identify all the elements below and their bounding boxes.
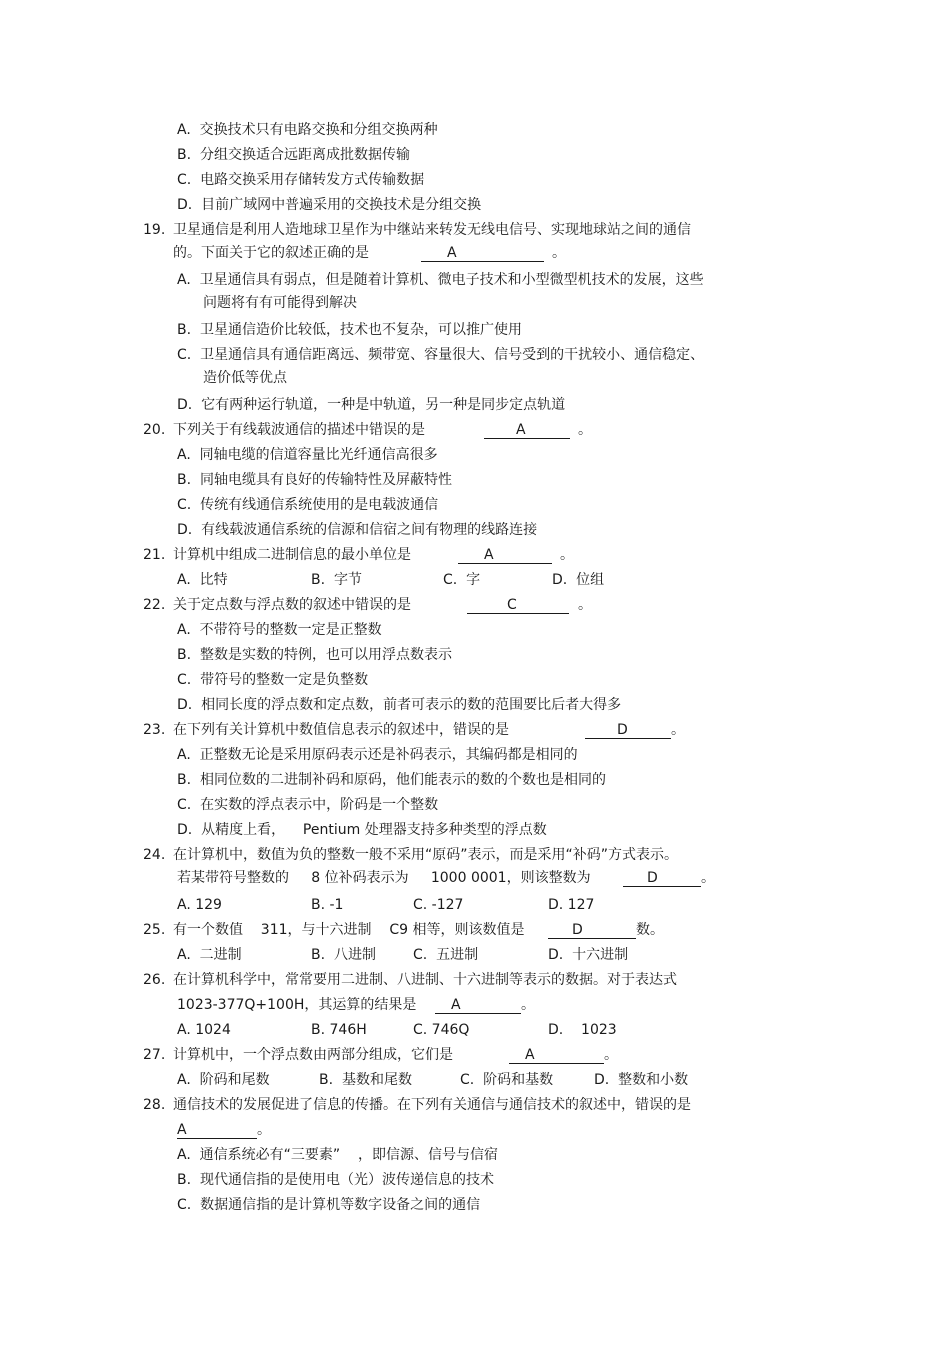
q18-option-d: D. 目前广域网中普遍采用的交换技术是分组交换 (177, 197, 482, 213)
q18-option-a: A. 交换技术只有电路交换和分组交换两种 (177, 122, 438, 138)
q22-end: 。 (578, 597, 592, 613)
q20-option-b: B. 同轴电缆具有良好的传输特性及屏蔽特性 (177, 472, 452, 488)
q22-number: 22. (143, 597, 166, 613)
q22-answer-blank (467, 595, 569, 614)
q21-answer-blank (458, 545, 552, 564)
q23-option-c: C. 在实数的浮点表示中，阶码是一个整数 (177, 797, 439, 813)
q25-answer: D (572, 922, 583, 938)
q27-end: 。 (604, 1047, 618, 1063)
q23-end: 。 (671, 722, 685, 738)
q24-option-d: D. 127 (548, 897, 595, 913)
q19-option-c-line2: 造价低等优点 (203, 370, 287, 386)
q21-answer: A (484, 547, 494, 563)
q26-option-b: B. 746H (311, 1022, 367, 1038)
q21-number: 21. (143, 547, 166, 563)
q25-answer-blank (548, 920, 636, 939)
q21-option-c: C. 字 (443, 572, 481, 588)
q24-answer: D (647, 870, 658, 886)
q26-option-a: A. 1024 (177, 1022, 231, 1038)
q22-option-c: C. 带符号的整数一定是负整数 (177, 672, 369, 688)
q23-option-a: A. 正整数无论是采用原码表示还是补码表示，其编码都是相同的 (177, 747, 578, 763)
q19-answer: A (447, 245, 457, 261)
q26-answer: A (451, 997, 461, 1013)
q23-number: 23. (143, 722, 166, 738)
q21-end: 。 (560, 547, 574, 563)
q24-number: 24. (143, 847, 166, 863)
q23-answer: D (617, 722, 628, 738)
q18-option-c: C. 电路交换采用存储转发方式传输数据 (177, 172, 425, 188)
q20-end: 。 (578, 422, 592, 438)
q24-answer-blank (623, 868, 701, 887)
q23-answer-blank (585, 720, 671, 739)
q19-option-c-line1: C. 卫星通信具有通信距离远、频带宽、容量很大、信号受到的干扰较小、通信稳定、 (177, 347, 705, 363)
q24-option-a: A. 129 (177, 897, 222, 913)
q27-option-b: B. 基数和尾数 (319, 1072, 412, 1088)
q27-option-a: A. 阶码和尾数 (177, 1072, 270, 1088)
q20-answer-blank (484, 420, 570, 439)
q20-number: 20. (143, 422, 166, 438)
q21-option-d: D. 位组 (552, 572, 605, 588)
q19-number: 19. (143, 222, 166, 238)
q26-option-c: C. 746Q (413, 1022, 470, 1038)
q28-end: 。 (257, 1122, 271, 1138)
q20-option-c: C. 传统有线通信系统使用的是电载波通信 (177, 497, 439, 513)
q21-text: 计算机中组成二进制信息的最小单位是 (173, 547, 411, 563)
q27-text: 计算机中，一个浮点数由两部分组成，它们是 (173, 1047, 453, 1063)
q24-text-line2: 若某带符号整数的 8 位补码表示为 1000 0001，则该整数为 (177, 870, 591, 886)
q26-answer-blank (435, 995, 521, 1014)
q25-text: 有一个数值 311，与十六进制 C9 相等，则该数值是 (173, 922, 525, 938)
q22-text: 关于定点数与浮点数的叙述中错误的是 (173, 597, 411, 613)
q19-text-line2: 的。下面关于它的叙述正确的是 (173, 245, 369, 261)
q19-option-d: D. 它有两种运行轨道，一种是中轨道，另一种是同步定点轨道 (177, 397, 566, 413)
q26-end: 。 (521, 997, 535, 1013)
q20-text: 下列关于有线载波通信的描述中错误的是 (173, 422, 425, 438)
q26-text-line1: 在计算机科学中，常常要用二进制、八进制、十六进制等表示的数据。对于表达式 (173, 972, 677, 988)
q28-option-c: C. 数据通信指的是计算机等数字设备之间的通信 (177, 1197, 481, 1213)
q28-answer-blank (177, 1120, 257, 1139)
q19-text-line1: 卫星通信是利用人造地球卫星作为中继站来转发无线电信号、实现地球站之间的通信 (173, 222, 691, 238)
q25-option-d: D. 十六进制 (548, 947, 629, 963)
q26-text-line2: 1023-377Q+100H，其运算的结果是 (177, 997, 417, 1013)
q20-option-a: A. 同轴电缆的信道容量比光纤通信高很多 (177, 447, 438, 463)
q27-option-c: C. 阶码和基数 (460, 1072, 554, 1088)
q20-option-d: D. 有线载波通信系统的信源和信宿之间有物理的线路连接 (177, 522, 538, 538)
q23-option-b: B. 相同位数的二进制补码和原码，他们能表示的数的个数也是相同的 (177, 772, 606, 788)
q19-option-b: B. 卫星通信造价比较低，技术也不复杂，可以推广使用 (177, 322, 522, 338)
q25-option-b: B. 八进制 (311, 947, 376, 963)
q26-option-d: D. 1023 (548, 1022, 617, 1038)
q24-option-b: B. -1 (311, 897, 344, 913)
q23-option-d: D. 从精度上看， Pentium 处理器支持多种类型的浮点数 (177, 822, 547, 838)
q18-option-b: B. 分组交换适合远距离成批数据传输 (177, 147, 410, 163)
q25-option-a: A. 二进制 (177, 947, 242, 963)
q28-number: 28. (143, 1097, 166, 1113)
q25-number: 25. (143, 922, 166, 938)
q22-option-d: D. 相同长度的浮点数和定点数，前者可表示的数的范围要比后者大得多 (177, 697, 622, 713)
q24-option-c: C. -127 (413, 897, 464, 913)
q25-end: 数。 (636, 922, 664, 938)
q22-answer: C (507, 597, 517, 613)
q27-number: 27. (143, 1047, 166, 1063)
q24-end: 。 (701, 870, 715, 886)
q27-answer: A (525, 1047, 535, 1063)
q23-text: 在下列有关计算机中数值信息表示的叙述中，错误的是 (173, 722, 509, 738)
q25-option-c: C. 五进制 (413, 947, 479, 963)
q26-number: 26. (143, 972, 166, 988)
q20-answer: A (516, 422, 526, 438)
q19-option-a-line2: 问题将有有可能得到解决 (203, 295, 357, 311)
q19-end: 。 (552, 245, 566, 261)
q28-option-b: B. 现代通信指的是使用电（光）波传递信息的技术 (177, 1172, 494, 1188)
q21-option-b: B. 字节 (311, 572, 362, 588)
q21-option-a: A. 比特 (177, 572, 228, 588)
q27-answer-blank (509, 1045, 604, 1064)
q19-option-a-line1: A. 卫星通信具有弱点，但是随着计算机、微电子技术和小型微型机技术的发展，这些 (177, 272, 704, 288)
q27-option-d: D. 整数和小数 (594, 1072, 689, 1088)
q19-answer-blank (421, 243, 544, 262)
q28-answer: A (177, 1122, 187, 1138)
q28-option-a: A. 通信系统必有“三要素” ，即信源、信号与信宿 (177, 1147, 498, 1163)
q22-option-b: B. 整数是实数的特例，也可以用浮点数表示 (177, 647, 452, 663)
q28-text-line1: 通信技术的发展促进了信息的传播。在下列有关通信与通信技术的叙述中，错误的是 (173, 1097, 691, 1113)
q24-text-line1: 在计算机中，数值为负的整数一般不采用“原码”表示，而是采用“补码”方式表示。 (173, 847, 679, 863)
q22-option-a: A. 不带符号的整数一定是正整数 (177, 622, 382, 638)
